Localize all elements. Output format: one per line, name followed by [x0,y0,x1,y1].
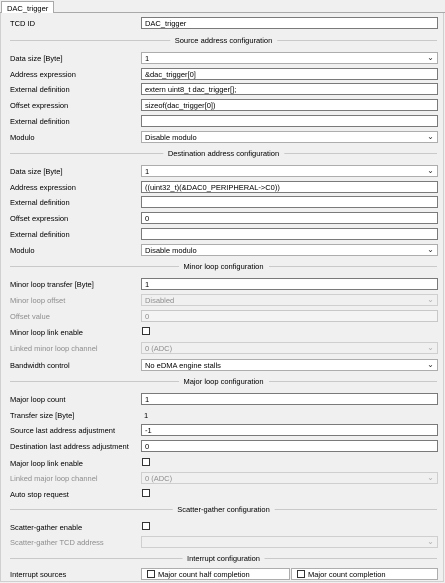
minor-offset-value-label: Offset value [10,312,50,321]
dst-modulo-value: Disable modulo [145,246,197,255]
chevron-down-icon: ⌄ [427,473,434,482]
dst-data-size-select[interactable] [141,165,438,177]
major-link-enable-label: Major loop link enable [10,459,83,468]
dst-data-size-label: Data size [Byte] [10,167,63,176]
dest-adjustment-label: Destination last address adjustment [10,442,129,451]
minor-transfer-row [1,278,445,291]
src-data-size-value: 1 [145,54,150,63]
scatter-gather-section-title: Scatter-gather configuration [172,504,275,515]
completion-label: Major count completion [308,570,386,579]
chevron-down-icon: ⌄ [427,360,434,369]
scatter-enable-row [1,521,445,534]
major-linked-channel-value: 0 (ADC) [145,474,173,483]
major-loop-section-header [1,376,445,388]
dst-address-label: Address expression [10,183,76,192]
src-data-size-row [1,52,445,65]
tcd-config-panel [0,13,444,582]
chevron-down-icon: ⌄ [427,537,434,546]
transfer-size-row [1,409,445,422]
major-linked-channel-label: Linked major loop channel [10,474,98,483]
scatter-tcd-address-select [141,536,438,548]
src-address-input[interactable]: &dac_trigger[0] [141,68,438,80]
source-section-title: Source address configuration [170,35,278,46]
auto-stop-label: Auto stop request [10,490,69,499]
major-link-enable-checkbox[interactable] [142,458,150,466]
src-ext-def2-row [1,115,445,128]
transfer-size-label: Transfer size [Byte] [10,411,75,420]
chevron-down-icon: ⌄ [427,245,434,254]
half-completion-checkbox[interactable] [147,570,155,578]
major-linked-channel-select [141,472,438,484]
minor-linked-channel-select [141,342,438,354]
scatter-gather-section-header [1,504,445,516]
major-loop-section-title: Major loop configuration [178,376,268,387]
tab-bar [0,0,445,13]
interrupt-section-header [1,553,445,565]
minor-linked-channel-row [1,342,445,355]
interrupt-sources-row [1,568,445,581]
transfer-size-value: 1 [144,411,149,420]
source-section-header [1,35,445,47]
scatter-tcd-address-label: Scatter-gather TCD address [10,538,104,547]
dst-offset-label: Offset expression [10,214,69,223]
tcd-id-input[interactable]: DAC_trigger [141,17,438,29]
src-ext-def1-row [1,83,445,96]
bandwidth-value: No eDMA engine stalls [145,361,221,370]
dest-adjustment-row [1,440,445,453]
minor-offset-label: Minor loop offset [10,296,66,305]
minor-link-enable-row [1,326,445,339]
src-modulo-row [1,131,445,144]
tcd-id-row [1,17,445,30]
dst-ext-def2-row [1,228,445,241]
dst-ext-def1-label: External definition [10,198,70,207]
src-ext-def1-input[interactable]: extern uint8_t dac_trigger[]; [141,83,438,95]
src-ext-def2-label: External definition [10,117,70,126]
minor-offset-value: Disabled [145,296,175,305]
src-offset-row [1,99,445,112]
chevron-down-icon: ⌄ [427,132,434,141]
completion-option[interactable] [291,568,438,580]
dst-data-size-row [1,165,445,178]
half-completion-option[interactable] [141,568,290,580]
dst-ext-def1-row [1,196,445,209]
dst-address-input[interactable]: ((uint32_t)(&DAC0_PERIPHERAL->C0)) [141,181,438,193]
src-address-row [1,68,445,81]
interrupt-section-title: Interrupt configuration [182,553,265,564]
major-count-label: Major loop count [10,395,66,404]
dst-data-size-value: 1 [145,167,150,176]
minor-linked-channel-label: Linked minor loop channel [10,344,98,353]
src-offset-input[interactable]: sizeof(dac_trigger[0]) [141,99,438,111]
destination-section-title: Destination address configuration [163,148,284,159]
tab-dac-trigger[interactable]: DAC_trigger [1,1,54,14]
auto-stop-row [1,488,445,501]
source-adjustment-label: Source last address adjustment [10,426,116,435]
minor-offset-value-row [1,310,445,323]
dst-modulo-row [1,244,445,257]
completion-checkbox[interactable] [297,570,305,578]
minor-offset-select [141,294,438,306]
dst-address-row [1,181,445,194]
src-modulo-select[interactable] [141,131,438,143]
destination-section-header [1,148,445,160]
minor-offset-value-input: 0 [141,310,438,322]
source-adjustment-row [1,424,445,437]
major-linked-channel-row [1,472,445,485]
src-modulo-value: Disable modulo [145,133,197,142]
bandwidth-select[interactable] [141,359,438,371]
dst-modulo-label: Modulo [10,246,35,255]
src-ext-def1-label: External definition [10,85,70,94]
minor-loop-section-header [1,261,445,273]
src-address-label: Address expression [10,70,76,79]
minor-linked-channel-value: 0 (ADC) [145,344,173,353]
minor-loop-section-title: Minor loop configuration [178,261,268,272]
chevron-down-icon: ⌄ [427,166,434,175]
src-data-size-label: Data size [Byte] [10,54,63,63]
src-data-size-select[interactable] [141,52,438,64]
bandwidth-row [1,359,445,372]
dst-ext-def1-input[interactable] [141,196,438,208]
dst-ext-def2-label: External definition [10,230,70,239]
src-modulo-label: Modulo [10,133,35,142]
scatter-enable-checkbox[interactable] [142,522,150,530]
minor-link-enable-checkbox[interactable] [142,327,150,335]
minor-transfer-label: Minor loop transfer [Byte] [10,280,94,289]
minor-offset-row [1,294,445,307]
major-link-enable-row [1,457,445,470]
dst-offset-row [1,212,445,225]
auto-stop-checkbox[interactable] [142,489,150,497]
major-count-row [1,393,445,406]
scatter-tcd-address-row [1,536,445,549]
interrupt-sources-label: Interrupt sources [10,570,67,579]
minor-transfer-input[interactable]: 1 [141,278,438,290]
dest-adjustment-input[interactable]: 0 [141,440,438,452]
dst-ext-def2-input[interactable] [141,228,438,240]
src-offset-label: Offset expression [10,101,69,110]
major-count-input[interactable]: 1 [141,393,438,405]
dst-modulo-select[interactable] [141,244,438,256]
bandwidth-label: Bandwidth control [10,361,70,370]
chevron-down-icon: ⌄ [427,295,434,304]
chevron-down-icon: ⌄ [427,343,434,352]
dst-offset-input[interactable]: 0 [141,212,438,224]
source-adjustment-input[interactable]: -1 [141,424,438,436]
src-ext-def2-input[interactable] [141,115,438,127]
half-completion-label: Major count half completion [158,570,250,579]
chevron-down-icon: ⌄ [427,53,434,62]
minor-link-enable-label: Minor loop link enable [10,328,83,337]
scatter-enable-label: Scatter-gather enable [10,523,83,532]
tcd-id-label: TCD ID [10,19,35,28]
